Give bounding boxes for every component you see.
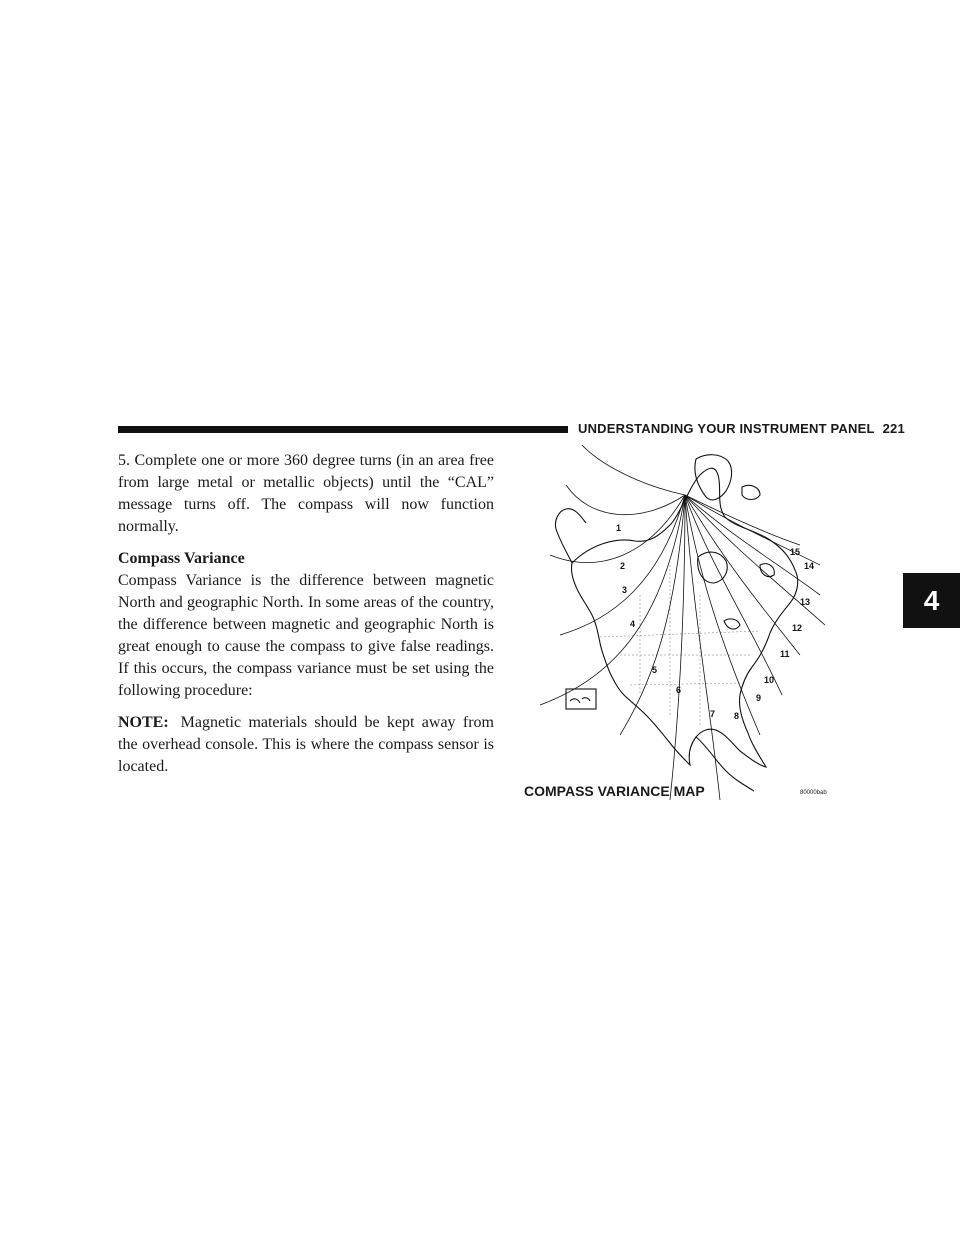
zone-label: 5	[652, 665, 658, 675]
isogonic-lines	[540, 445, 825, 800]
section-title: UNDERSTANDING YOUR INSTRUMENT PANEL	[578, 421, 875, 436]
continent-outline	[555, 455, 797, 791]
zone-label: 2	[620, 561, 626, 571]
running-header	[578, 421, 905, 436]
note-label: NOTE:	[118, 714, 169, 731]
zone-label: 14	[804, 561, 815, 571]
zone-label: 9	[756, 693, 762, 703]
note-paragraph	[118, 712, 494, 778]
body-text-column	[118, 450, 494, 788]
note-text: Magnetic materials should be kept away from the overhead console. This is where the compass sensor is located.	[118, 714, 494, 775]
figure-caption: COMPASS VARIANCE MAP	[524, 783, 705, 799]
zone-label: 7	[710, 709, 716, 719]
zone-label: 13	[800, 597, 811, 607]
zone-label: 12	[792, 623, 803, 633]
zone-label: 15	[790, 547, 801, 557]
chapter-tab: 4	[903, 573, 960, 628]
zone-label: 10	[764, 675, 775, 685]
figure-code: 80000bab	[800, 790, 827, 796]
zone-label: 11	[780, 649, 790, 659]
zone-label: 6	[676, 685, 682, 695]
header-rule	[118, 426, 568, 433]
zone-label: 1	[616, 523, 622, 533]
step-5-paragraph: 5. Complete one or more 360 degree turns (in an area free from large metal or metallic objects) until the “CAL” message turns off. The compass will now function normally.	[118, 452, 494, 535]
map-graphic	[520, 445, 840, 805]
zone-label: 8	[734, 711, 740, 721]
variance-paragraph: Compass Variance is the difference between magnetic North and geographic North. In some areas of the country, the difference between magnetic and geographic North is great enough to cause the compass to give false readings. If this occurs, the compass variance must be set using the following procedure:	[118, 572, 494, 699]
zone-label: 3	[622, 585, 628, 595]
compass-variance-map	[520, 445, 840, 805]
zone-label: 4	[630, 619, 636, 629]
page-number: 221	[882, 421, 905, 436]
section-heading: Compass Variance	[118, 550, 245, 567]
